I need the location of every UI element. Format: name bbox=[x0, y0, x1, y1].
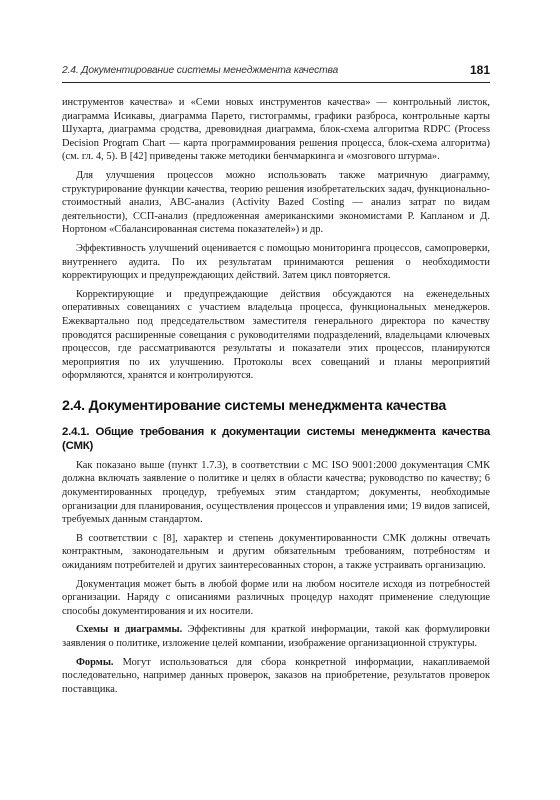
term-description: Могут использоваться для сбора конкретной информации, накапливаемой последовательно, например данных проверок, заказов на приобретение, результатов проверок поставщика. bbox=[62, 656, 490, 695]
term-description: Эффективны для краткой информации, такой как формулировки заявления о политике, изложение целей компании, изображение организационной структуры. bbox=[62, 624, 490, 649]
running-header bbox=[62, 60, 490, 83]
paragraph-documentation-extent: В соответствии с [8], характер и степень документированности СМК должны отвечать контрактным, законодательным и другим обязательным требованиям, потребностям и ожиданиям потребителей и других заинтересованных сторон, а также устраивать организацию. bbox=[62, 532, 490, 572]
list-item-schemes-diagrams bbox=[62, 623, 490, 650]
paragraph-qms-documentation: Как показано выше (пункт 1.7.3), в соответствии с МС ISO 9001:2000 документация СМК должна включать заявление о политике и целях в области качества; руководство по качеству; 6 документированных процедур, требуемых этим стандартом; документы, необходимые организации для планирования, осуществления процессов и управления ими; 19 видов записей, требуемых данным стандартом. bbox=[62, 459, 490, 526]
page-content bbox=[62, 96, 490, 701]
paragraph-continuation: инструментов качества» и «Семи новых инструментов качества» — контрольный листок, диаграмма Исикавы, диаграмма Парето, гистограммы, графики разброса, контрольные карты Шухарта, диаграмма сродства, древовидная диаграмма, блок-схема алгоритма RDPC (Process Decision Program Chart — карта программирования решения процесса, блок-схема алгоритма) (см. гл. 4, 5). В [42] приведены также методики бенчмаркинга и «мозгового штурма». bbox=[62, 97, 490, 163]
paragraph-documentation-media: Документация может быть в любой форме или на любом носителе исходя из потребностей организации. Наряду с описаниями различных процедур находят применение следующие способы документирования и их носители. bbox=[62, 578, 490, 617]
list-item-forms bbox=[62, 656, 490, 697]
term-label: Формы. bbox=[76, 656, 114, 668]
running-title: 2.4. Документирование системы менеджмента качества bbox=[62, 65, 339, 76]
term-label: Схемы и диаграммы. bbox=[76, 624, 183, 636]
subsection-heading: 2.4.1. Общие требования к документации системы менеджмента качества (СМК) bbox=[62, 425, 490, 452]
paragraph-corrective-actions: Корректирующие и предупреждающие действия обсуждаются на еженедельных оперативных совещаниях с участием владельца процесса, функциональных менеджеров. Ежеквартально под председательством заместителя генерального директора по качеству проводятся расширенные совещания с руководителями подразделений, владельцами ключевых процессов, где рассматриваются результаты и показатели этих процессов, планируются мероприятия по их улучшению. Протоколы всех совещаний и планы мероприятий оформляются, хранятся и контролируются. bbox=[62, 288, 490, 382]
section-heading: 2.4. Документирование системы менеджмента качества bbox=[62, 397, 447, 414]
paragraph-process-improvement-tools: Для улучшения процессов можно использовать также матричную диаграмму, структурирование функции качества, теорию решения изобретательских задач, функционально-стоимостный анализ, АВС-анализ (Activity Bazed Costing — анализ затрат по видам деятельности), ССП-анализ (предложенная американскими экономистами Р. Капланом и Д. Нортоном «Сбалансированная система показателей») и др. bbox=[62, 169, 490, 236]
paragraph-improvement-effectiveness: Эффективность улучшений оценивается с помощью мониторинга процессов, самопроверки, внутреннего аудита. По их результатам принимаются решения о необходимости корректирующих и предупреждающих действий. Затем цикл повторяется. bbox=[62, 242, 490, 282]
page-number: 181 bbox=[469, 63, 490, 77]
